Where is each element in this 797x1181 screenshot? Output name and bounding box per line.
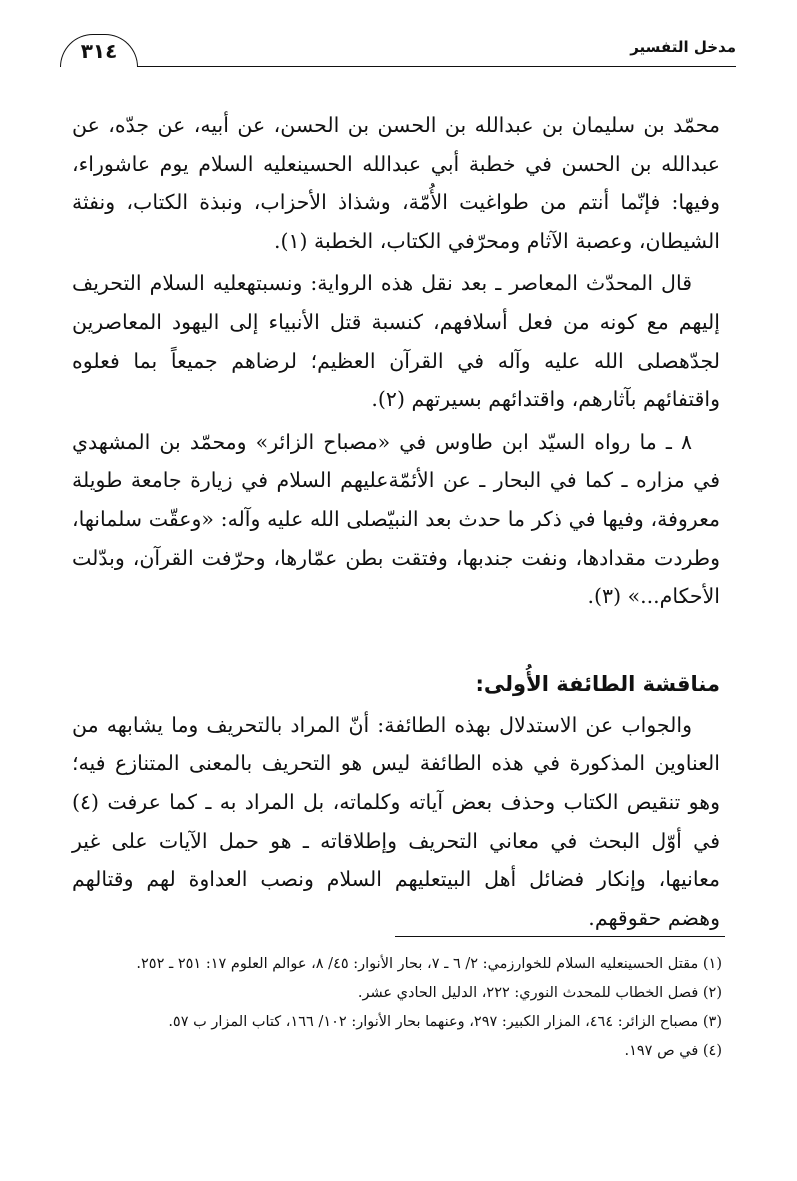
paragraph-continued: محمّد بن سليمان بن عبدالله بن الحسن بن الحسن، عن أبيه، عن جدّه، عن عبدالله بن الحسن في خطبة أبي عبدالله الحسينعليه السلام يوم عاشوراء، وفيها: فإنّما أنتم من طواغيت الأُمّة، وشذاذ الأحزاب، ونبذة الكتاب، ونفثة الشيطان، وعصبة الآثام ومحرّفي الكتاب، الخطبة (١). [72, 113, 720, 253]
section-heading: مناقشة الطائفة الأُولى: [475, 671, 720, 696]
footnote-divider [395, 936, 725, 937]
paragraph-discussion: والجواب عن الاستدلال بهذه الطائفة: أنّ المراد بالتحريف وما يشابهه من العناوين المذكورة في هذه الطائفة ليس هو التحريف بالمعنى المتنازع فيه؛ وهو تنقيص الكتاب وحذف بعض آياته وكلماته، بل المراد به ـ كما عرفت (٤) في أوّل البحث في معاني التحريف وإطلاقاته ـ هو حمل الآيات على غير معانيها، وإنكار فضائل أهل البيتعليهم السلام ونصب العداوة لهم وقتالهم وهضم حقوقهم. [72, 712, 720, 930]
page-header [60, 28, 736, 68]
page-number: ٣١٤ [80, 39, 118, 63]
footnote-2: (٢) فصل الخطاب للمحدث النوري: ٢٢٢، الدليل الحادي عشر. [357, 985, 722, 1001]
page-number-badge [60, 34, 138, 67]
footnote-4: (٤) في ص ١٩٧. [624, 1043, 722, 1059]
header-rule [60, 66, 736, 67]
paragraph-commentary: قال المحدّث المعاصر ـ بعد نقل هذه الرواية: ونسبتهعليه السلام التحريف إليهم مع كونه من فعل أسلافهم، كنسبة قتل الأنبياء إلى اليهود المعاصرين لجدّهصلى الله عليه وآله في القرآن العظيم؛ لرضاهم جميعاً بما فعلوه واقتفائهم بآثارهم، واقتدائهم بسيرتهم (٢). [72, 271, 720, 412]
footnote-1: (١) مقتل الحسينعليه السلام للخوارزمي: ٢/ ٦ ـ ٧، بحار الأنوار: ٤٥/ ٨، عوالم العلوم ١٧: ٢٥١ ـ ٢٥٢. [136, 956, 722, 972]
paragraph-item-8: ٨ ـ ما رواه السيّد ابن طاوس في «مصباح الزائر» ومحمّد بن المشهدي في مزاره ـ كما في البحار ـ عن الأئمّةعليهم السلام في زيارة جامعة طويلة معروفة، وفيها في ذكر ما حدث بعد النبيّصلى الله عليه وآله: «وعقّت سلمانها، وطردت مقدادها، ونفت جندبها، وفتقت بطن عمّارها، وحرّفت القرآن، وبدّلت الأحكام...» (٣). [72, 429, 720, 609]
footnote-3: (٣) مصباح الزائر: ٤٦٤، المزار الكبير: ٢٩٧، وعنهما بحار الأنوار: ١٠٢/ ١٦٦، كتاب المزار ب ٥٧. [168, 1014, 722, 1030]
running-title: مدخل التفسير [630, 38, 736, 56]
footnotes [72, 950, 722, 1066]
main-text [72, 106, 720, 941]
